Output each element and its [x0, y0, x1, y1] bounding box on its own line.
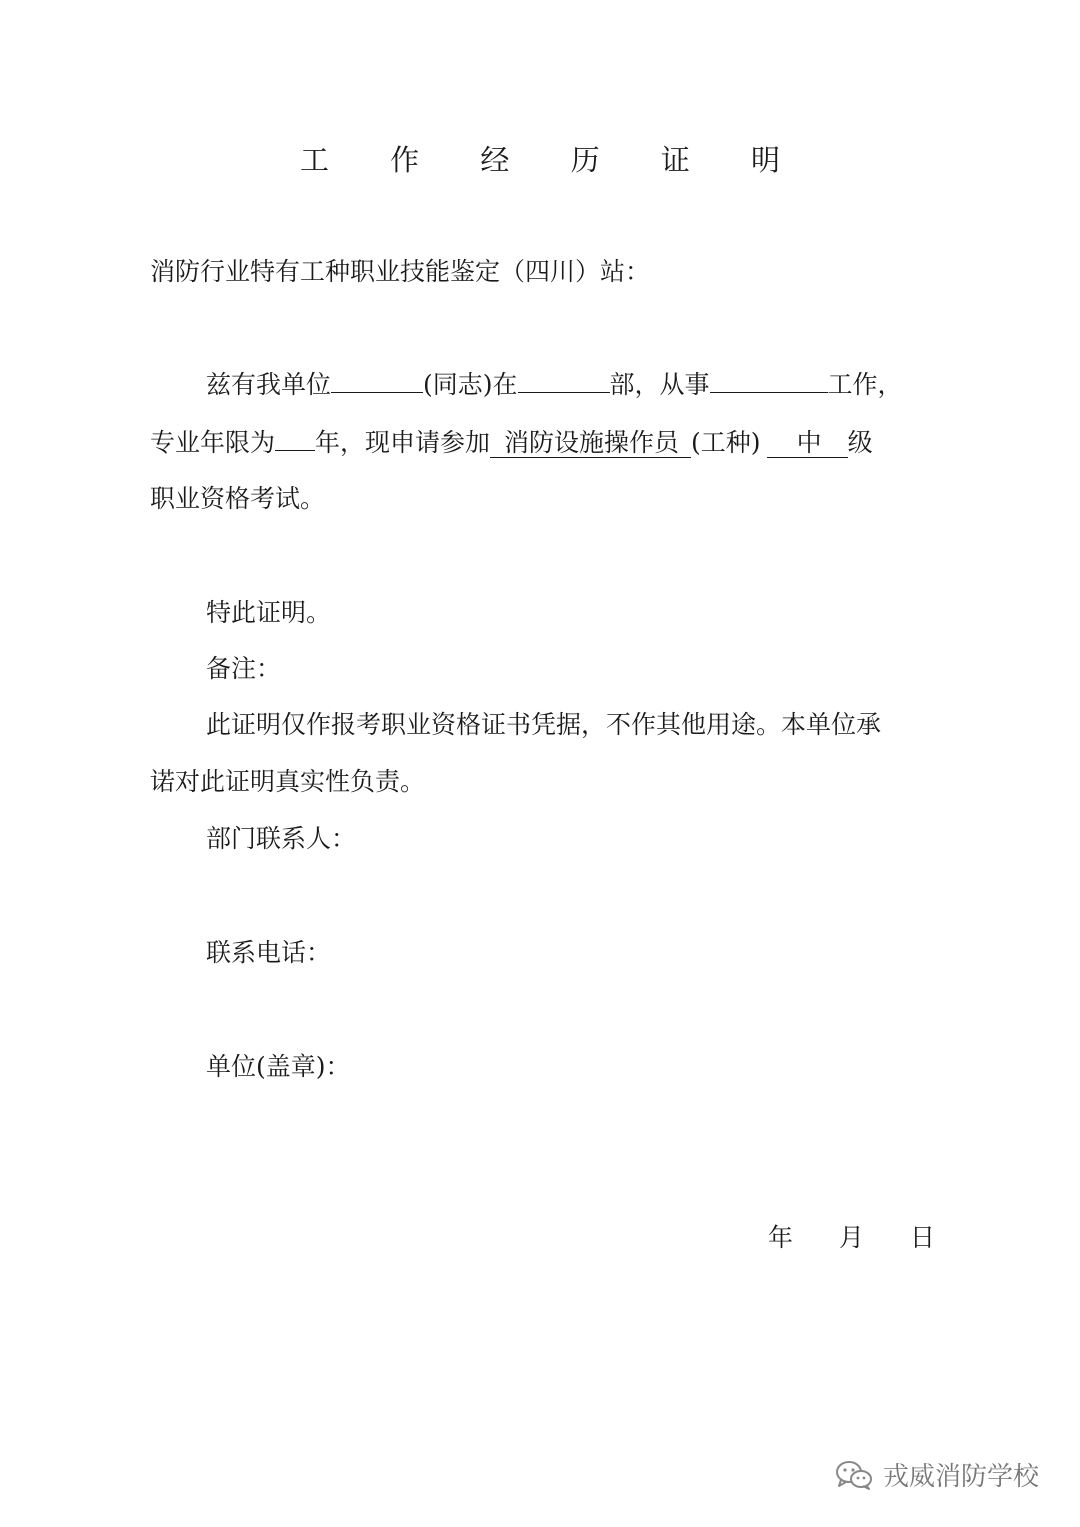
para1-line1 — [206, 368, 903, 402]
contact-phone-label: 联系电话： — [206, 938, 332, 967]
remark-label: 备注： — [206, 654, 282, 683]
years-blank — [275, 426, 315, 451]
para1-text-d: 工作， — [827, 370, 903, 399]
hereby-text: 特此证明。 — [206, 598, 332, 627]
department-blank — [518, 368, 610, 393]
date-month: 月 — [839, 1223, 865, 1252]
wechat-icon — [835, 1460, 873, 1490]
para1-text-a: 兹有我单位 — [206, 370, 332, 399]
contact-person-label: 部门联系人： — [206, 824, 357, 853]
addressee: 消防行业特有工种职业技能鉴定（四川）站： — [150, 257, 651, 286]
para1-line2 — [150, 426, 873, 460]
watermark — [835, 1456, 1039, 1493]
level-filled: 中 — [767, 429, 848, 458]
job-type-filled: 消防设施操作员 — [490, 429, 691, 458]
unit-seal-label: 单位(盖章)： — [206, 1052, 351, 1081]
para1-text-e: 专业年限为 — [150, 428, 276, 457]
work-blank — [710, 368, 828, 393]
date-day: 日 — [910, 1223, 936, 1252]
document-title: 工 作 经 历 证 明 — [299, 143, 807, 177]
watermark-text: 戎威消防学校 — [883, 1462, 1040, 1492]
remark-line1: 此证明仅作报考职业资格证书凭据，不作其他用途。本单位承 — [206, 710, 882, 739]
para1-text-b: (同志)在 — [423, 370, 518, 399]
para1-text-f: 年，现申请参加 — [315, 428, 491, 457]
para1-line3: 职业资格考试。 — [150, 484, 326, 513]
date-year: 年 — [768, 1223, 794, 1252]
date-line — [768, 1218, 935, 1254]
remark-line2: 诺对此证明真实性负责。 — [150, 767, 426, 796]
name-blank — [331, 368, 423, 393]
para1-text-h: 级 — [847, 428, 873, 457]
para1-text-c: 部，从事 — [609, 370, 710, 399]
para1-text-g: (工种) — [691, 428, 761, 457]
